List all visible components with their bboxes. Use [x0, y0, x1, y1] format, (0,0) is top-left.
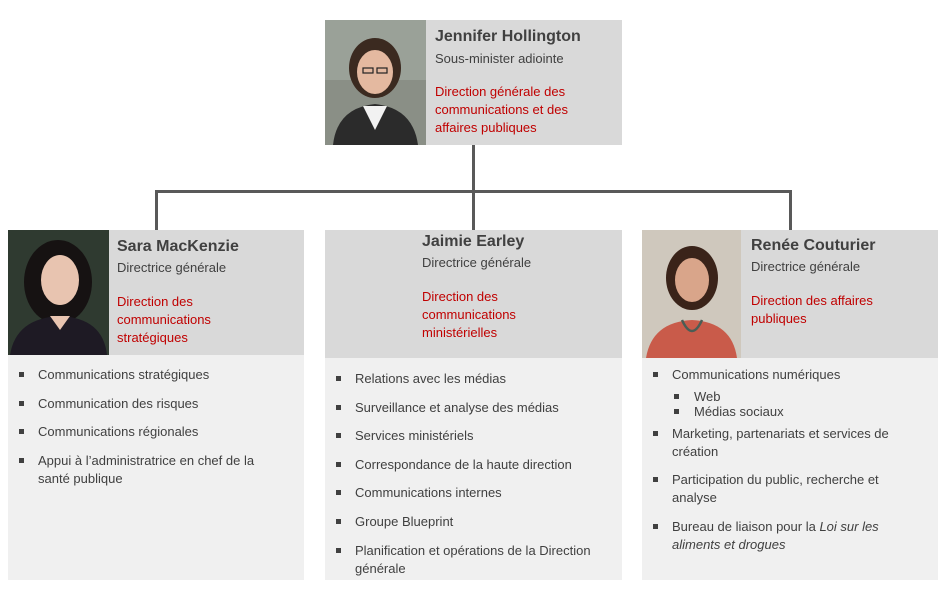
connector-drop-right [789, 190, 792, 231]
list-item-text: Communications numériques [672, 367, 841, 382]
connector-vertical-top [472, 145, 475, 231]
middle-dept: Direction des communications ministérielles [422, 289, 516, 340]
list-item: Communications stratégiques [18, 366, 283, 384]
list-item [652, 366, 917, 384]
list-item [652, 471, 917, 507]
middle-card-list [325, 358, 622, 580]
middle-card-header [325, 230, 622, 358]
list-item: Planification et opérations de la Direction générale [335, 542, 605, 578]
list-item-text: Marketing, partenariats et services de création [672, 425, 889, 459]
avatar-jennifer-hollington [325, 20, 426, 145]
right-role: Directrice générale [751, 259, 861, 274]
avatar-renee-couturier [642, 230, 741, 358]
list-item: Services ministériels [335, 427, 605, 445]
right-card-list [642, 358, 938, 580]
list-item: Surveillance et analyse des médias [335, 399, 605, 417]
list-item-text: Web [694, 388, 721, 404]
right-name: Renée Couturier [751, 237, 876, 254]
connector-drop-left [155, 190, 158, 231]
top-card [325, 20, 622, 145]
list-item: Communication des risques [18, 395, 283, 413]
top-name: Jennifer Hollington [435, 28, 581, 45]
list-item [652, 425, 917, 461]
right-card-header [642, 230, 938, 358]
list-item: Relations avec les médias [335, 370, 605, 388]
right-dept: Direction des affaires publiques [751, 293, 873, 326]
list-item-italic: Loi sur les aliments et drogues [672, 518, 879, 552]
avatar-sara-mackenzie [8, 230, 109, 355]
list-item [652, 403, 917, 421]
left-dept: Direction des communications stratégiques [117, 294, 211, 345]
middle-role: Directrice générale [422, 255, 532, 270]
list-item: Appui à l’administratrice en chef de la santé publique [18, 452, 283, 488]
left-card-list [8, 355, 304, 580]
middle-name: Jaimie Earley [422, 233, 525, 250]
list-item: Groupe Blueprint [335, 513, 605, 531]
list-item-text: Médias sociaux [694, 403, 784, 419]
list-item-text: Bureau de liaison pour la [672, 518, 820, 534]
top-dept: Direction générale des communications et des affaires publiques [435, 84, 568, 135]
left-card-header [8, 230, 304, 355]
list-item [652, 518, 917, 554]
left-name: Sara MacKenzie [117, 238, 239, 255]
connector-horizontal [155, 190, 792, 193]
list-item: Communications internes [335, 484, 605, 502]
top-role: Sous-minister adiointe [435, 51, 564, 66]
left-role: Directrice générale [117, 260, 227, 275]
list-item-text: Participation du public, recherche et analyse [672, 472, 879, 506]
list-item: Correspondance de la haute direction [335, 456, 605, 474]
list-item: Communications régionales [18, 423, 283, 441]
